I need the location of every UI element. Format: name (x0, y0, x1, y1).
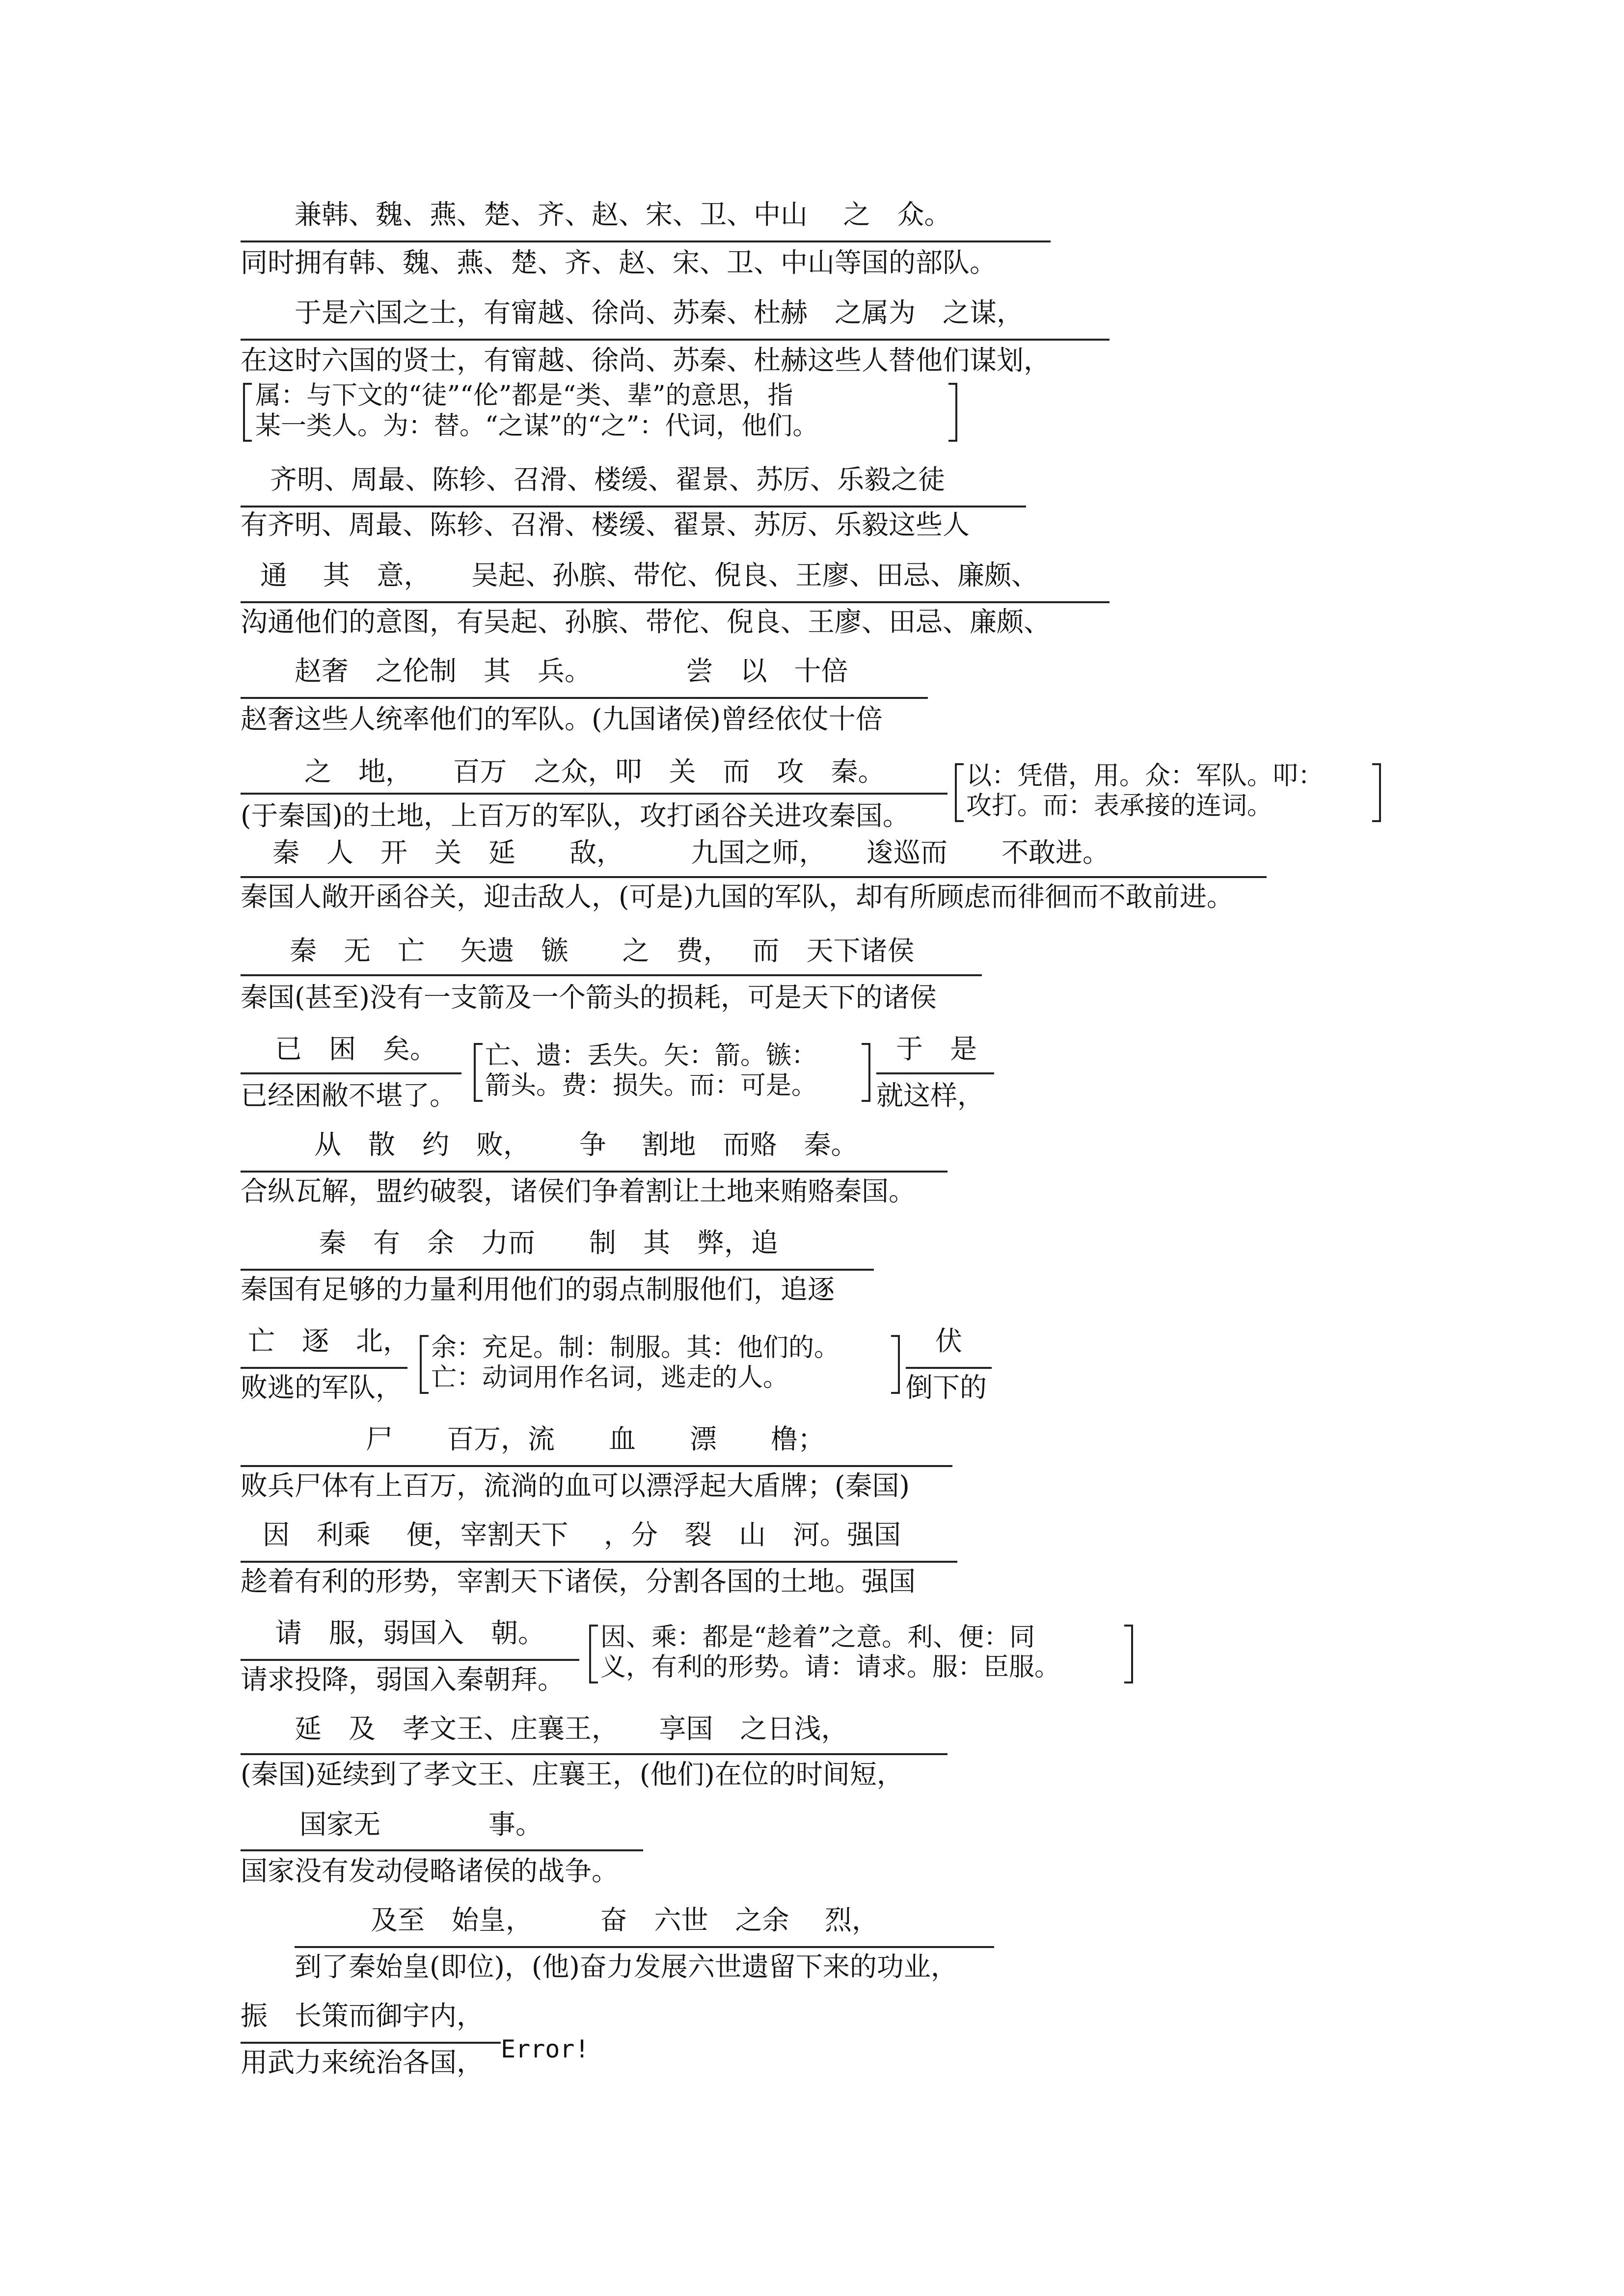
note-line: 以：凭借，用。众：军队。叩： (966, 761, 1324, 791)
translation-line: 合纵瓦解，盟约破裂，诸侯们争着割让土地来贿赂秦国。 (241, 1175, 916, 1207)
classical-text-line: 兼韩、魏、燕、楚、齐、赵、宋、卫、中山 之 众。 (295, 199, 951, 230)
note-line: 箭头。费：损失。而：可是。 (485, 1071, 817, 1100)
note-bracket-left (955, 763, 964, 822)
classical-text-line: 请 服，弱国入 朝。 (275, 1617, 545, 1649)
translation-line: 赵奢这些人统率他们的军队。(九国诸侯)曾经依仗十倍 (241, 703, 883, 735)
note-bracket-right (891, 1335, 900, 1394)
classical-text-line: 齐明、周最、陈轸、召滑、楼缓、翟景、苏厉、乐毅之徒 (270, 464, 946, 495)
underline (241, 1849, 643, 1851)
classical-text-line: 从 散 约 败， 争 割地 而赂 秦。 (314, 1129, 858, 1160)
underline (241, 1561, 957, 1563)
translation-line: 趁着有利的形势，宰割天下诸侯，分割各国的土地。强国 (241, 1566, 916, 1597)
note-bracket-left (589, 1625, 598, 1683)
underline (241, 601, 1110, 603)
underline (241, 876, 1267, 878)
classical-text-line: 于 是 (896, 1033, 977, 1065)
classical-text-line: 于是六国之士，有甯越、徐尚、苏秦、杜赫 之属为 之谋， (295, 297, 1024, 328)
note-line: 义，有利的形势。请：请求。服：臣服。 (600, 1653, 1060, 1682)
underline (241, 1269, 874, 1271)
note-line: 因、乘：都是“趁着”之意。利、便：同 (600, 1623, 1035, 1652)
note-line: 亡、遗：丢失。矢：箭。镞： (485, 1041, 817, 1070)
underline (241, 1465, 952, 1467)
note-bracket-left (420, 1335, 429, 1394)
underline (241, 2042, 501, 2044)
classical-text-line: 亡 逐 北， (248, 1325, 410, 1357)
translation-line: 秦国有足够的力量利用他们的弱点制服他们，追逐 (241, 1274, 835, 1305)
underline (876, 1072, 994, 1074)
classical-text-line: 振 长策而御宇内， (241, 2000, 484, 2031)
classical-text-line: 通 其 意， 吴起、孙膑、带佗、倪良、王廖、田忌、廉颇、 (260, 560, 1038, 591)
classical-text-line: 及至 始皇， 奋 六世 之余 烈， (371, 1904, 879, 1936)
translation-line: 败逃的军队， (241, 1372, 403, 1403)
translation-line: 秦国(甚至)没有一支箭及一个箭头的损耗，可是天下的诸侯 (241, 982, 937, 1013)
underline (241, 697, 928, 699)
classical-text-line: 之 地， 百万 之众，叩 关 而 攻 秦。 (304, 756, 885, 787)
translation-line: 倒下的 (906, 1372, 987, 1403)
underline (241, 339, 1110, 341)
translation-line: 在这时六国的贤士，有甯越、徐尚、苏秦、杜赫这些人替他们谋划， (241, 345, 1051, 376)
note-line: 亡：动词用作名词，逃走的人。 (431, 1363, 789, 1392)
translation-line: 秦国人敞开函谷关，迎击敌人，(可是)九国的军队，却有所顾虑而徘徊而不敢前进。 (241, 881, 1234, 912)
underline (295, 1946, 994, 1948)
classical-text-line: 延 及 孝文王、庄襄王， 享国 之日浅， (295, 1713, 848, 1744)
underline (241, 506, 1026, 507)
translation-line: 就这样， (876, 1080, 985, 1111)
note-bracket-right (862, 1043, 870, 1102)
translation-line: 同时拥有韩、魏、燕、楚、齐、赵、宋、卫、中山等国的部队。 (241, 247, 997, 278)
classical-text-line: 秦 有 余 力而 制 其 弊，追 (319, 1227, 779, 1258)
classical-text-line: 已 困 矣。 (275, 1033, 437, 1065)
underline (906, 1367, 992, 1369)
note-bracket-right (1372, 763, 1381, 822)
note-bracket-left (243, 383, 252, 442)
translation-line: 沟通他们的意图，有吴起、孙膑、带佗、倪良、王廖、田忌、廉颇、 (241, 606, 1051, 638)
note-line: 某一类人。为：替。“之谋”的“之”：代词，他们。 (255, 411, 818, 441)
classical-text-line: 赵奢 之伦制 其 兵。 尝 以 十倍 (295, 655, 848, 687)
note-bracket-right (1124, 1625, 1133, 1683)
note-line: 属：与下文的“徒”“伦”都是“类、辈”的意思，指 (255, 381, 793, 410)
note-line: 余：充足。制：制服。其：他们的。 (431, 1333, 840, 1362)
underline (241, 793, 947, 795)
translation-line: 有齐明、周最、陈轸、召滑、楼缓、翟景、苏厉、乐毅这些人 (241, 509, 970, 540)
underline (241, 1753, 947, 1755)
translation-line: 到了秦始皇(即位)，(他)奋力发展六世遗留下来的功业， (295, 1951, 958, 1982)
classical-text-line: 尸 百万，流 血 漂 橹； (366, 1423, 825, 1455)
classical-text-line: 国家无 事。 (299, 1809, 543, 1840)
underline (241, 1659, 579, 1661)
translation-line: (秦国)延续到了孝文王、庄襄王，(他们)在位的时间短， (241, 1759, 904, 1790)
classical-text-line: 秦 人 开 关 延 敌， 九国之师， 逡巡而 不敢进。 (272, 837, 1110, 868)
note-line: 攻打。而：表承接的连词。 (966, 791, 1273, 821)
translation-line: 用武力来统治各国， (241, 2047, 484, 2078)
underline (241, 974, 982, 976)
translation-line: 已经困敝不堪了。 (241, 1080, 457, 1111)
note-bracket-left (474, 1043, 483, 1102)
underline (241, 240, 1051, 242)
translation-line: 败兵尸体有上百万，流淌的血可以漂浮起大盾牌；(秦国) (241, 1470, 910, 1501)
underline (241, 1171, 947, 1173)
error-text: Error! (501, 2035, 590, 2063)
classical-text-line: 因 利乘 便，宰割天下 ，分 裂 山 河。强国 (263, 1519, 901, 1550)
translation-line: 请求投降，弱国入秦朝拜。 (241, 1664, 565, 1695)
classical-text-line: 伏 (935, 1325, 963, 1357)
translation-line: 国家没有发动侵略诸侯的战争。 (241, 1855, 619, 1887)
translation-line: (于秦国)的土地，上百万的军队，攻打函谷关进攻秦国。 (241, 800, 910, 831)
underline (241, 1072, 461, 1074)
note-bracket-right (948, 383, 957, 442)
underline (241, 1367, 407, 1369)
classical-text-line: 秦 无 亡 矢遗 镞 之 费， 而 天下诸侯 (290, 935, 915, 966)
